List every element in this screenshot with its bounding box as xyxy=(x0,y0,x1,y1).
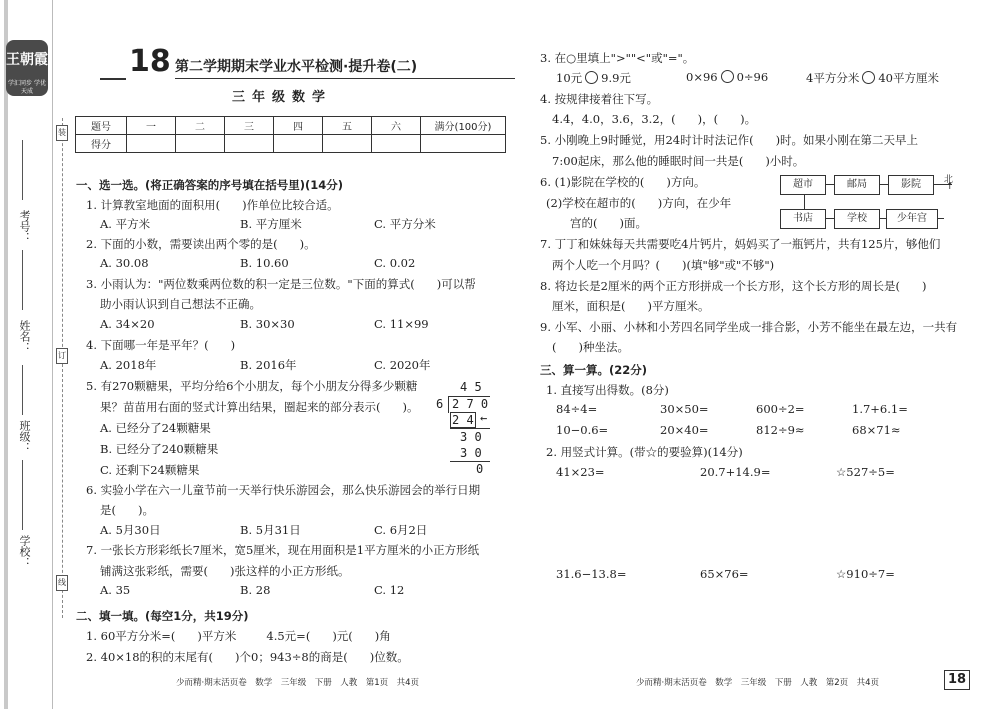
s3-q1-heading: 1. 直接写出得数。(8分) xyxy=(546,383,669,397)
s2-q5-text-end: )时。如果小刚在第二天早上 xyxy=(775,133,919,147)
division-line xyxy=(450,461,490,462)
s2-q1-text: 1. 60平方分米=( xyxy=(86,629,176,643)
compare-right: 9.9元 xyxy=(601,71,631,85)
sequence-text: 4.4，4.0，3.6，3.2，( xyxy=(552,112,676,126)
score-cell: 满分(100分) xyxy=(421,117,506,135)
s1-q4-option-c: C. 2020年 xyxy=(374,358,431,372)
publisher-logo xyxy=(6,40,48,96)
binding-margin xyxy=(0,0,53,709)
s1-q4-text: 4. 下面哪一年是平年？( xyxy=(86,338,209,352)
map-school: 学校 xyxy=(834,209,880,229)
s2-q5-line2 xyxy=(552,153,804,169)
s1-q2-option-b: B. 10.60 xyxy=(240,256,289,270)
seal-mark-zhuang: 装 xyxy=(56,125,68,141)
s1-q3-option-c: C. 11×99 xyxy=(374,317,429,331)
s1-q4-stem xyxy=(86,337,235,353)
s2-q7-text-end: )(填"够"或"不够") xyxy=(682,258,775,272)
s2-q9-line1: 9. 小军、小丽、小林和小芳四名同学坐成一排合影，小芳不能坐在最左边，一共有 xyxy=(540,320,958,334)
page-number-box: 18 xyxy=(944,670,970,690)
s1-q6-text: 是( xyxy=(100,503,116,517)
s1-q2-text-end: )。 xyxy=(299,237,316,251)
s1-q5-option-a: A. 已经分了24颗糖果 xyxy=(100,421,211,435)
score-input-cell[interactable] xyxy=(421,135,506,153)
score-table-score-row xyxy=(76,135,506,153)
s3-q2-item: ☆910÷7= xyxy=(836,567,895,581)
school-label: 学校： xyxy=(18,535,31,568)
map-youth-palace: 少年宫 xyxy=(886,209,938,229)
exam-number-label: 考号： xyxy=(18,210,31,243)
score-input-cell[interactable] xyxy=(127,135,176,153)
score-cell: 二 xyxy=(176,117,225,135)
compare-right: 0÷96 xyxy=(736,70,769,84)
name-label: 姓名： xyxy=(18,320,31,353)
division-bar xyxy=(448,396,490,397)
name-line xyxy=(22,250,23,310)
s1-q5-text: 果？苗苗用右面的竖式计算出结果，圈起来的部分表示( xyxy=(100,400,381,414)
s2-q7-line2 xyxy=(552,257,774,273)
seal-mark-ding: 订 xyxy=(56,348,68,364)
s1-q3-option-a: A. 34×20 xyxy=(100,317,155,331)
s2-q7-line1: 7. 丁丁和妹妹每天共需要吃4片钙片，妈妈买了一瓶钙片，共有125片，够他们 xyxy=(540,237,941,251)
school-line xyxy=(22,460,23,530)
header-rule-right xyxy=(175,78,515,79)
s1-q1-option-b: B. 平方厘米 xyxy=(240,217,302,231)
s3-q1-item: 10−0.6= xyxy=(556,423,609,437)
s3-q2-item: 65×76= xyxy=(700,567,749,581)
division-dividend: 2 7 0 xyxy=(452,397,489,411)
footer-left: 少而精·期末活页卷 数学 三年级 下册 人教 第1页 共4页 xyxy=(176,678,420,688)
s2-q6-line3 xyxy=(570,215,647,231)
sequence-sep: )，( xyxy=(697,112,719,126)
s1-q2-option-a: A. 30.08 xyxy=(100,256,149,270)
s2-q6-line2 xyxy=(546,195,731,211)
s2-q3-compare-2 xyxy=(686,70,768,84)
s2-q6-line1 xyxy=(540,174,705,190)
s1-q7-text-end: )张这样的小正方形纸。 xyxy=(230,564,350,578)
footer-right: 少而精·期末活页卷 数学 三年级 下册 人教 第2页 共4页 xyxy=(636,678,880,688)
s2-q6-text-end: )方向。 xyxy=(666,175,706,189)
s1-q4-text-end: ) xyxy=(230,338,236,352)
s2-q1-unit: )平方米 xyxy=(197,629,237,643)
seal-mark-xian: 线 xyxy=(56,575,68,591)
score-cell: 三 xyxy=(225,117,274,135)
s1-q1-option-a: A. 平方米 xyxy=(100,217,151,231)
s3-q2-item: 20.7+14.9= xyxy=(700,465,771,479)
section1-heading: 一、选一选。(将正确答案的序号填在括号里)(14分) xyxy=(76,178,344,192)
paper-number: 18 xyxy=(129,44,171,79)
score-cell: 四 xyxy=(274,117,323,135)
class-label: 班级： xyxy=(18,420,31,453)
s2-q9-text: ( xyxy=(552,340,557,354)
s2-q2-text: 2. 40×18的积的末尾有( xyxy=(86,650,214,664)
division-line xyxy=(450,428,490,429)
s1-q5-text-end: )。 xyxy=(402,400,419,414)
score-input-cell[interactable] xyxy=(323,135,372,153)
compare-circle[interactable] xyxy=(862,71,875,84)
section2-heading: 二、填一填。(每空1分，共19分) xyxy=(76,609,249,623)
map-post-office: 邮局 xyxy=(834,175,880,195)
north-arrow-icon: ↑ xyxy=(946,182,954,192)
s3-q1-item: 68×71≈ xyxy=(852,423,901,437)
s1-q6-option-b: B. 5月31日 xyxy=(240,523,301,537)
s2-q9-text-end: )种坐法。 xyxy=(578,340,629,354)
s2-q8-line1 xyxy=(540,278,926,294)
division-step2: 3 0 xyxy=(460,430,482,444)
s2-q1-unit3: )角 xyxy=(374,629,391,643)
s2-q8-text2-end: )平方厘米。 xyxy=(647,299,710,313)
s1-q1-option-c: C. 平方分米 xyxy=(374,217,436,231)
s3-q1-item: 30×50= xyxy=(660,402,709,416)
s2-q5-text2: 7:00起床，那么他的睡眠时间一共是( xyxy=(552,154,744,168)
compare-circle[interactable] xyxy=(585,71,598,84)
s2-q1-unit2: )元( xyxy=(332,629,353,643)
compare-left: 4平方分米 xyxy=(806,71,860,85)
division-bracket xyxy=(448,396,449,413)
score-input-cell[interactable] xyxy=(176,135,225,153)
logo-text: 王朝霞 xyxy=(6,52,48,68)
s2-q2-end: )位数。 xyxy=(369,650,409,664)
score-cell: 五 xyxy=(323,117,372,135)
map-cinema: 影院 xyxy=(888,175,934,195)
s2-q8-text2: 厘米，面积是( xyxy=(552,299,626,313)
compare-circle[interactable] xyxy=(721,70,734,83)
s3-q1-item: 812÷9≈ xyxy=(756,423,805,437)
score-input-cell[interactable] xyxy=(274,135,323,153)
sequence-end: )。 xyxy=(740,112,757,126)
s1-q7-line1: 7. 一张长方形彩纸长7厘米，宽5厘米，现在用面积是1平方厘米的小正方形纸 xyxy=(86,543,480,557)
binding-bar xyxy=(4,0,8,709)
s2-q5-line1 xyxy=(540,132,918,148)
score-cell: 题号 xyxy=(76,117,127,135)
s2-q6-text3: 宫的( xyxy=(570,216,598,230)
s2-q6-text3-end: )面。 xyxy=(619,216,647,230)
s2-q5-text: 5. 小刚晚上9时睡觉，用24时计时法记作( xyxy=(540,133,754,147)
exam-number-line xyxy=(22,140,23,200)
s1-q2-stem xyxy=(86,236,316,252)
s2-q3-heading: 3. 在○里填上">""<"或"="。 xyxy=(540,51,695,65)
s3-q1-item: 600÷2= xyxy=(756,402,805,416)
s2-q3-compare-1 xyxy=(556,70,631,86)
s1-q6-option-a: A. 5月30日 xyxy=(100,523,161,537)
s1-q7-text: 铺满这张彩纸，需要( xyxy=(100,564,208,578)
s2-q5-text2-end: )小时。 xyxy=(765,154,805,168)
s2-q2-mid: )个0；943÷8的商是( xyxy=(235,650,348,664)
s3-q2-item: 41×23= xyxy=(556,465,605,479)
s2-q8-text: 8. 将边长是2厘米的两个正方形拼成一个长方形，这个长方形的周长是( xyxy=(540,279,900,293)
s2-q6-text: 6. (1)影院在学校的( xyxy=(540,175,645,189)
s1-q6-line2 xyxy=(100,502,154,518)
score-cell: 一 xyxy=(127,117,176,135)
s2-q1 xyxy=(86,628,391,644)
s1-q6-text-end: )。 xyxy=(138,503,154,517)
s1-q1-stem xyxy=(86,197,339,213)
s1-q5-line2 xyxy=(100,399,418,415)
s1-q6-option-c: C. 6月2日 xyxy=(374,523,428,537)
header-rule-left xyxy=(100,78,126,80)
s1-q7-line2 xyxy=(100,563,350,579)
s1-q3-line1 xyxy=(86,276,476,292)
s2-q9-line2 xyxy=(552,339,629,355)
s2-q1-text2: 4.5元=( xyxy=(266,629,311,643)
binding-dashed-line xyxy=(62,118,63,618)
north-label: 北 xyxy=(944,175,954,185)
map-bookstore: 书店 xyxy=(780,209,826,229)
section3-heading: 三、算一算。(22分) xyxy=(540,363,648,377)
s1-q7-option-a: A. 35 xyxy=(100,583,131,597)
s2-q4-sequence xyxy=(552,111,756,127)
s1-q5-option-b: B. 已经分了240颗糖果 xyxy=(100,442,219,456)
paper-title: 第二学期期末学业水平检测·提升卷(二) xyxy=(175,59,418,75)
division-step1: 2 4 xyxy=(452,413,474,427)
s1-q1-text-end: )作单位比较合适。 xyxy=(242,198,339,212)
arrow-icon: ← xyxy=(480,411,488,425)
s2-q4-heading: 4. 按规律接着往下写。 xyxy=(540,92,659,106)
s1-q3-line2: 助小雨认识到自己想法不正确。 xyxy=(100,297,261,311)
s1-q7-option-b: B. 28 xyxy=(240,583,271,597)
compare-right: 40平方厘米 xyxy=(878,71,939,85)
score-input-cell[interactable] xyxy=(225,135,274,153)
division-step3: 3 0 xyxy=(460,446,482,460)
s1-q1-text: 1. 计算教室地面的面积用( xyxy=(86,198,221,212)
s3-q2-item: 31.6−13.8= xyxy=(556,567,627,581)
class-line xyxy=(22,365,23,415)
logo-subtext: 学汇同步 学优天成 xyxy=(8,80,46,95)
s3-q1-item: 1.7+6.1= xyxy=(852,402,908,416)
s1-q6-line1: 6. 实验小学在六一儿童节前一天举行快乐游园会，那么快乐游园会的举行日期 xyxy=(86,483,481,497)
s1-q3-text: 3. 小雨认为："两位数乘两位数的积一定是三位数。"下面的算式( xyxy=(86,277,415,291)
s1-q5-option-c: C. 还剩下24颗糖果 xyxy=(100,463,200,477)
s1-q3-text-end: )可以帮 xyxy=(436,277,476,291)
s1-q5-line1: 5. 有270颗糖果，平均分给6个小朋友，每个小朋友分得多少颗糖 xyxy=(86,379,418,393)
paper-subtitle: 三年级数学 xyxy=(232,90,333,105)
s1-q7-option-c: C. 12 xyxy=(374,583,405,597)
s1-q2-text: 2. 下面的小数，需要读出两个零的是( xyxy=(86,237,278,251)
s2-q7-text: 两个人吃一个月吗？( xyxy=(552,258,660,272)
score-table-header-row xyxy=(76,117,506,135)
s2-q8-text-end: ) xyxy=(921,279,927,293)
score-cell: 六 xyxy=(372,117,421,135)
score-cell: 得分 xyxy=(76,135,127,153)
s3-q1-item: 84÷4= xyxy=(556,402,598,416)
map-supermarket: 超市 xyxy=(780,175,826,195)
s3-q2-item: ☆527÷5= xyxy=(836,465,895,479)
score-input-cell[interactable] xyxy=(372,135,421,153)
score-table xyxy=(75,116,506,153)
s1-q2-option-c: C. 0.02 xyxy=(374,256,416,270)
compare-left: 0×96 xyxy=(686,70,718,84)
division-divisor: 6 xyxy=(436,397,444,411)
s2-q6-text2: (2)学校在超市的( xyxy=(546,196,636,210)
s2-q2 xyxy=(86,649,409,665)
s2-q3-compare-3 xyxy=(806,70,939,86)
division-quotient: 4 5 xyxy=(460,380,482,394)
s1-q3-option-b: B. 30×30 xyxy=(240,317,295,331)
s3-q1-item: 20×40= xyxy=(660,423,709,437)
s2-q8-line2 xyxy=(552,298,710,314)
s2-q6-text2-end: )方向，在少年 xyxy=(657,196,732,210)
s1-q4-option-a: A. 2018年 xyxy=(100,358,157,372)
compare-left: 10元 xyxy=(556,71,583,85)
s1-q4-option-b: B. 2016年 xyxy=(240,358,297,372)
s3-q2-heading: 2. 用竖式计算。(带☆的要验算)(14分) xyxy=(546,445,743,459)
division-remainder: 0 xyxy=(476,462,484,476)
